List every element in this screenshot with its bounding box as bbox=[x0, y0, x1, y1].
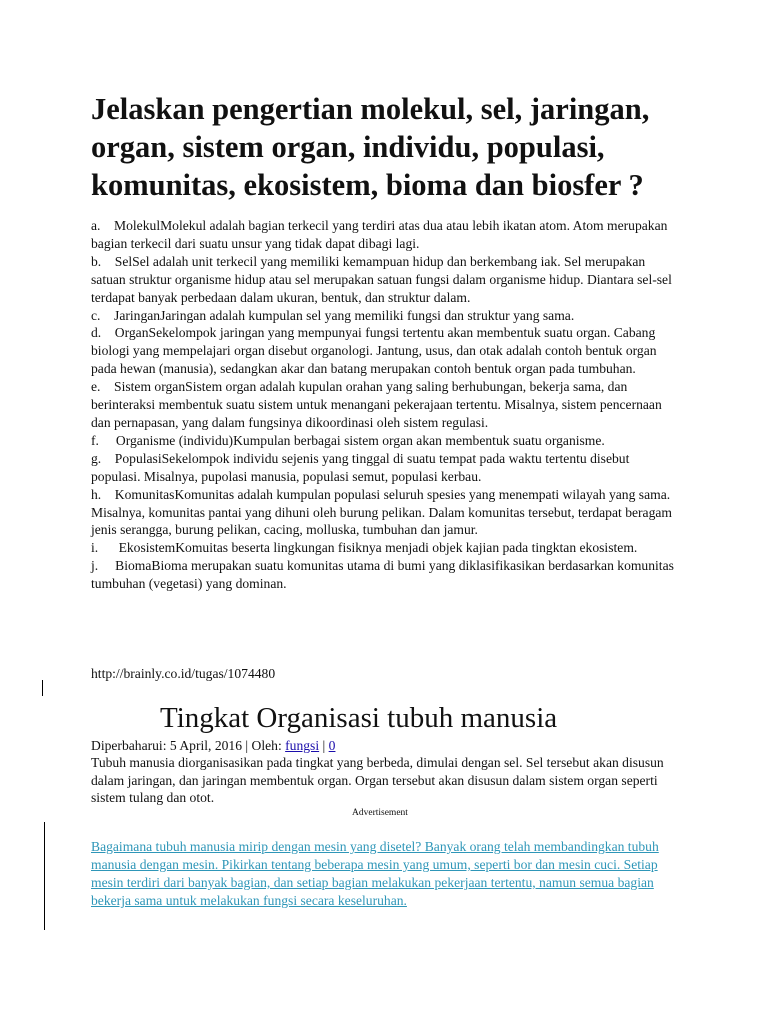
updated-date-text: Diperbaharui: 5 April, 2016 | Oleh: bbox=[91, 738, 286, 753]
definition-jaringan: c. JaringanJaringan adalah kumpulan sel yang memiliki fungsi dan struktur yang sama. bbox=[91, 307, 575, 323]
definition-sel: b. SelSel adalah unit terkecil yang memiliki kemampuan hidup dan berkembang iak. Sel merupakan satuan struktur organisme hidup atau sel merupakan satuan fungsi dalam organisme hidup. Diantara sel-sel terdapat banyak perbedaan dalam ukuran, bentuk, dan struktur dalam. bbox=[91, 253, 672, 305]
definitions-list bbox=[91, 217, 681, 593]
definition-sistem-organ: e. Sistem organSistem organ adalah kupulan orahan yang saling berhubungan, bekerja sama, dan berinteraksi membentuk suatu sistem untuk menangani pekerajaan tertentu. Misalnya, sistem pencernaan dan pernapasan, yang dalam fungsinya dikoordinasi oleh sistem regulasi. bbox=[91, 379, 662, 430]
definition-komunitas: h. KomunitasKomunitas adalah kumpulan populasi seluruh spesies yang menempati wilayah yang sama. Misalnya, komunitas pantai yang dihuni oleh burung pelikan. Dalam komunitas tersebut, terdapat beragam jenis serangga, burung pelikan, cacing, molluska, tumbuhan dan jamur. bbox=[91, 486, 672, 538]
text-cursor-lower bbox=[44, 822, 45, 930]
definition-ekosistem: i. EkosistemKomuitas beserta lingkungan fisiknya menjadi objek kajian pada tingktan ekosistem. bbox=[91, 540, 638, 556]
article-link-paragraph[interactable]: Bagaimana tubuh manusia mirip dengan mesin yang disetel? Banyak orang telah membandingkan tubuh manusia dengan mesin. Pikirkan tentang beberapa mesin yang umum, seperti bor dan mesin cuci. Setiap mesin terdiri dari banyak bagian, dan setiap bagian melakukan pekerjaan tertentu, namun semua bagian bekerja sama untuk melakukan fungsi secara keseluruhan. bbox=[91, 839, 659, 908]
article-heading: Tingkat Organisasi tubuh manusia bbox=[160, 702, 558, 734]
advertisement-label: Advertisement bbox=[352, 808, 408, 818]
meta-separator: | bbox=[319, 738, 329, 753]
page-title: Jelaskan pengertian molekul, sel, jaringan, organ, sistem organ, individu, populasi, komunitas, ekosistem, bioma dan biosfer ? bbox=[91, 92, 650, 202]
author-link[interactable]: fungsi bbox=[285, 738, 320, 753]
definition-organisme: f. Organisme (individu)Kumpulan berbagai sistem organ akan membentuk suatu organisme. bbox=[91, 432, 605, 448]
article-meta bbox=[91, 737, 335, 755]
definition-populasi: g. PopulasiSekelompok individu sejenis yang tinggal di suatu tempat pada waktu tertentu disebut populasi. Misalnya, pupolasi manusia, populasi semut, populasi kerbau. bbox=[91, 450, 630, 484]
article-intro: Tubuh manusia diorganisasikan pada tingkat yang berbeda, dimulai dengan sel. Sel tersebut akan disusun dalam jaringan, dan jaringan membentuk organ. Organ tersebut akan disusun dalam sistem organ seperti sistem tulang dan otot. bbox=[91, 755, 664, 805]
definition-bioma: j. BiomaBioma merupakan suatu komunitas utama di bumi yang diklasifikasikan berdasarkan komunitas tumbuhan (vegetasi) yang dominan. bbox=[91, 558, 674, 592]
source-url: http://brainly.co.id/tugas/1074480 bbox=[91, 666, 276, 681]
definition-molekul: a. MolekulMolekul adalah bagian terkecil yang terdiri atas dua atau lebih ikatan atom. Atom merupakan bagian terkecil dari suatu unsur yang tidak dapat dibagi lagi. bbox=[91, 218, 668, 251]
definition-organ: d. OrganSekelompok jaringan yang mempunyai fungsi tertentu akan membentuk suatu organ. Cabang biologi yang mempelajari organ disebut organologi. Jantung, usus, dan otak adalah contoh bentuk organ pada hewan (manusia), sedangkan akar dan batang merupakan contoh bentuk organ pada tumbuhan. bbox=[91, 325, 657, 377]
comments-link[interactable]: 0 bbox=[328, 738, 336, 753]
text-cursor bbox=[42, 680, 43, 696]
